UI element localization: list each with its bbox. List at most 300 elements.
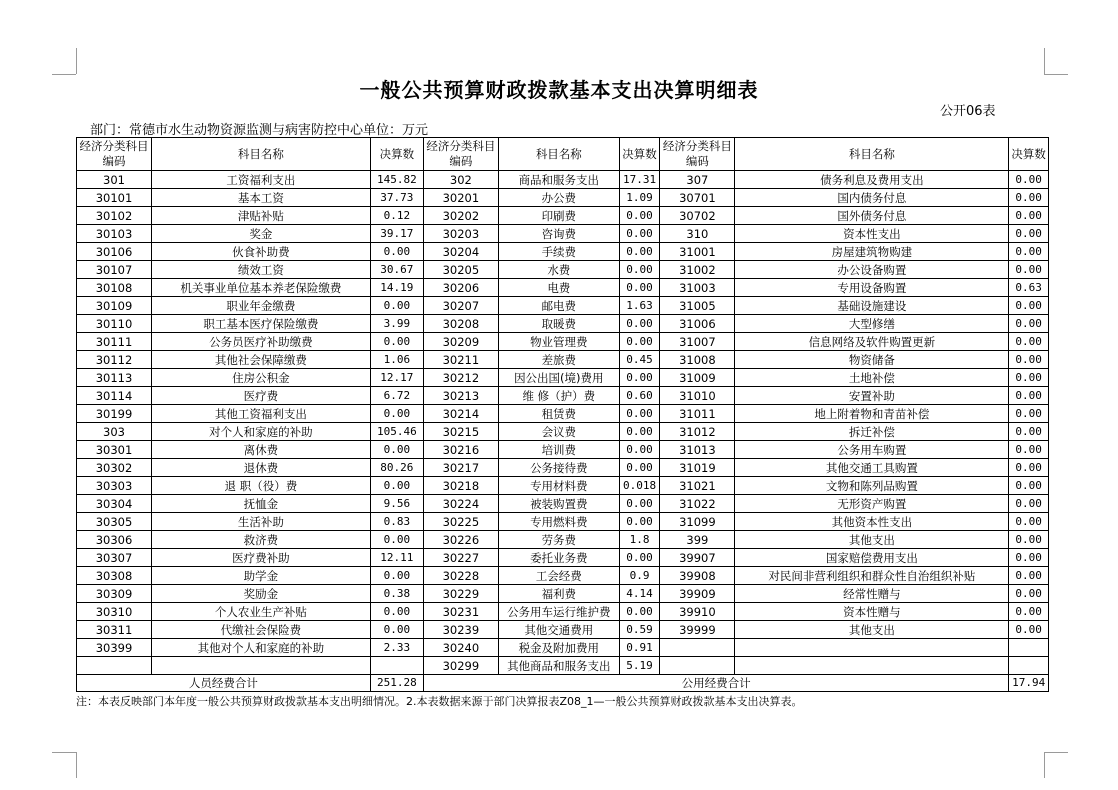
cell-code-1: 30112 bbox=[77, 351, 152, 369]
cell-code-1 bbox=[77, 657, 152, 675]
cell-name-1: 助学金 bbox=[152, 567, 371, 585]
cell-amount-1: 0.00 bbox=[370, 603, 423, 621]
cell-code-3: 31011 bbox=[660, 405, 735, 423]
cell-amount-1: 9.56 bbox=[370, 495, 423, 513]
cell-name-1: 伙食补助费 bbox=[152, 243, 371, 261]
cell-amount-1: 0.00 bbox=[370, 243, 423, 261]
cell-name-1: 代缴社会保险费 bbox=[152, 621, 371, 639]
cell-name-2: 劳务费 bbox=[498, 531, 619, 549]
cell-name-2: 咨询费 bbox=[498, 225, 619, 243]
cell-amount-1: 0.00 bbox=[370, 567, 423, 585]
cell-code-3: 39999 bbox=[660, 621, 735, 639]
personnel-total-value: 251.28 bbox=[370, 675, 423, 692]
cell-code-1: 30307 bbox=[77, 549, 152, 567]
cell-code-3: 31013 bbox=[660, 441, 735, 459]
cell-code-3: 31007 bbox=[660, 333, 735, 351]
crop-mark-bl-h bbox=[52, 752, 76, 753]
cell-amount-3: 0.00 bbox=[1009, 351, 1049, 369]
cell-code-1: 30114 bbox=[77, 387, 152, 405]
cell-code-1: 30399 bbox=[77, 639, 152, 657]
cell-name-3: 国家赔偿费用支出 bbox=[735, 549, 1009, 567]
cell-amount-3: 0.00 bbox=[1009, 621, 1049, 639]
cell-amount-2: 1.63 bbox=[619, 297, 660, 315]
cell-amount-1: 0.00 bbox=[370, 477, 423, 495]
cell-amount-1: 0.00 bbox=[370, 531, 423, 549]
cell-amount-3: 0.00 bbox=[1009, 387, 1049, 405]
cell-code-3: 31003 bbox=[660, 279, 735, 297]
cell-amount-3 bbox=[1009, 639, 1049, 657]
cell-name-2: 手续费 bbox=[498, 243, 619, 261]
cell-amount-2: 0.00 bbox=[619, 333, 660, 351]
cell-name-2: 因公出国(境)费用 bbox=[498, 369, 619, 387]
cell-name-2: 办公费 bbox=[498, 189, 619, 207]
cell-amount-1: 145.82 bbox=[370, 171, 423, 189]
cell-amount-1: 37.73 bbox=[370, 189, 423, 207]
cell-name-2: 委托业务费 bbox=[498, 549, 619, 567]
cell-code-1: 30304 bbox=[77, 495, 152, 513]
cell-amount-1: 0.00 bbox=[370, 405, 423, 423]
cell-amount-1: 12.11 bbox=[370, 549, 423, 567]
cell-code-2: 30240 bbox=[423, 639, 498, 657]
header-amount-2: 决算数 bbox=[619, 138, 660, 171]
cell-amount-1: 3.99 bbox=[370, 315, 423, 333]
cell-name-3: 信息网络及软件购置更新 bbox=[735, 333, 1009, 351]
cell-amount-1 bbox=[370, 657, 423, 675]
cell-code-1: 30109 bbox=[77, 297, 152, 315]
table-row bbox=[77, 225, 1049, 243]
cell-code-1: 30106 bbox=[77, 243, 152, 261]
cell-amount-1: 105.46 bbox=[370, 423, 423, 441]
cell-code-3: 399 bbox=[660, 531, 735, 549]
table-row bbox=[77, 423, 1049, 441]
personnel-total-label: 人员经费合计 bbox=[77, 675, 371, 692]
cell-code-2: 30218 bbox=[423, 477, 498, 495]
table-row bbox=[77, 369, 1049, 387]
cell-code-2: 30212 bbox=[423, 369, 498, 387]
cell-name-1: 津贴补贴 bbox=[152, 207, 371, 225]
cell-name-1: 奖金 bbox=[152, 225, 371, 243]
cell-name-3 bbox=[735, 639, 1009, 657]
cell-name-2: 培训费 bbox=[498, 441, 619, 459]
cell-name-1: 抚恤金 bbox=[152, 495, 371, 513]
cell-name-2: 商品和服务支出 bbox=[498, 171, 619, 189]
cell-name-1: 住房公积金 bbox=[152, 369, 371, 387]
table-row bbox=[77, 549, 1049, 567]
cell-amount-3: 0.63 bbox=[1009, 279, 1049, 297]
cell-code-1: 30107 bbox=[77, 261, 152, 279]
table-row bbox=[77, 513, 1049, 531]
cell-code-1: 30309 bbox=[77, 585, 152, 603]
table-row bbox=[77, 603, 1049, 621]
table-row bbox=[77, 585, 1049, 603]
cell-name-3: 国内债务付息 bbox=[735, 189, 1009, 207]
table-row bbox=[77, 207, 1049, 225]
cell-name-2: 工会经费 bbox=[498, 567, 619, 585]
table-row bbox=[77, 567, 1049, 585]
cell-name-3: 其他资本性支出 bbox=[735, 513, 1009, 531]
cell-code-3 bbox=[660, 657, 735, 675]
cell-code-3: 39910 bbox=[660, 603, 735, 621]
cell-amount-1: 14.19 bbox=[370, 279, 423, 297]
cell-amount-2: 0.59 bbox=[619, 621, 660, 639]
cell-name-1: 对个人和家庭的补助 bbox=[152, 423, 371, 441]
cell-code-3: 39909 bbox=[660, 585, 735, 603]
cell-code-2: 30227 bbox=[423, 549, 498, 567]
cell-amount-3: 0.00 bbox=[1009, 513, 1049, 531]
cell-name-2: 取暖费 bbox=[498, 315, 619, 333]
cell-name-1: 工资福利支出 bbox=[152, 171, 371, 189]
cell-code-2: 30228 bbox=[423, 567, 498, 585]
cell-code-1: 30310 bbox=[77, 603, 152, 621]
crop-mark-br-h bbox=[1044, 752, 1068, 753]
cell-code-3: 31022 bbox=[660, 495, 735, 513]
cell-name-3: 债务利息及费用支出 bbox=[735, 171, 1009, 189]
cell-code-2: 30226 bbox=[423, 531, 498, 549]
department-line: 部门：常德市水生动物资源监测与病害防控中心单位：万元 bbox=[90, 123, 429, 138]
table-row bbox=[77, 477, 1049, 495]
header-code-3: 经济分类科目编码 bbox=[660, 138, 735, 171]
header-name-2: 科目名称 bbox=[498, 138, 619, 171]
footnote: 注：本表反映部门本年度一般公共预算财政拨款基本支出明细情况。2.本表数据来源于部门决算报表Z08_1—一般公共预算财政拨款基本支出决算表。 bbox=[76, 695, 803, 708]
cell-code-2: 30201 bbox=[423, 189, 498, 207]
cell-name-2: 物业管理费 bbox=[498, 333, 619, 351]
table-code: 公开06表 bbox=[940, 104, 996, 119]
cell-amount-2: 0.00 bbox=[619, 459, 660, 477]
cell-code-2: 30204 bbox=[423, 243, 498, 261]
cell-code-3: 39908 bbox=[660, 567, 735, 585]
cell-name-1: 救济费 bbox=[152, 531, 371, 549]
cell-code-3: 31009 bbox=[660, 369, 735, 387]
cell-code-2: 30224 bbox=[423, 495, 498, 513]
table-row bbox=[77, 261, 1049, 279]
table-row bbox=[77, 171, 1049, 189]
cell-amount-3: 0.00 bbox=[1009, 549, 1049, 567]
cell-amount-2: 0.00 bbox=[619, 315, 660, 333]
cell-amount-2: 5.19 bbox=[619, 657, 660, 675]
table-row bbox=[77, 531, 1049, 549]
cell-name-2: 维 修（护）费 bbox=[498, 387, 619, 405]
cell-code-3 bbox=[660, 639, 735, 657]
cell-name-2: 印刷费 bbox=[498, 207, 619, 225]
header-code-2: 经济分类科目编码 bbox=[423, 138, 498, 171]
cell-code-1: 301 bbox=[77, 171, 152, 189]
cell-name-1: 职工基本医疗保险缴费 bbox=[152, 315, 371, 333]
cell-amount-3: 0.00 bbox=[1009, 297, 1049, 315]
cell-code-1: 30102 bbox=[77, 207, 152, 225]
table-row bbox=[77, 333, 1049, 351]
cell-amount-2: 0.00 bbox=[619, 369, 660, 387]
crop-mark-tr-v bbox=[1044, 48, 1045, 74]
cell-code-1: 30302 bbox=[77, 459, 152, 477]
cell-code-2: 30215 bbox=[423, 423, 498, 441]
cell-code-3: 31001 bbox=[660, 243, 735, 261]
cell-code-1: 30110 bbox=[77, 315, 152, 333]
cell-amount-2: 0.45 bbox=[619, 351, 660, 369]
cell-name-2: 税金及附加费用 bbox=[498, 639, 619, 657]
cell-code-2: 30217 bbox=[423, 459, 498, 477]
crop-mark-tl-v bbox=[76, 48, 77, 74]
cell-amount-3: 0.00 bbox=[1009, 171, 1049, 189]
cell-code-3: 31021 bbox=[660, 477, 735, 495]
cell-name-3: 地上附着物和青苗补偿 bbox=[735, 405, 1009, 423]
header-amount-1: 决算数 bbox=[370, 138, 423, 171]
cell-code-2: 30225 bbox=[423, 513, 498, 531]
page-title: 一般公共预算财政拨款基本支出决算明细表 bbox=[359, 78, 759, 102]
cell-code-3: 31099 bbox=[660, 513, 735, 531]
cell-name-1: 医疗费 bbox=[152, 387, 371, 405]
cell-name-2: 其他商品和服务支出 bbox=[498, 657, 619, 675]
cell-amount-2: 0.91 bbox=[619, 639, 660, 657]
cell-code-2: 30205 bbox=[423, 261, 498, 279]
cell-amount-3: 0.00 bbox=[1009, 369, 1049, 387]
cell-amount-3: 0.00 bbox=[1009, 189, 1049, 207]
cell-amount-3: 0.00 bbox=[1009, 441, 1049, 459]
cell-amount-1: 1.06 bbox=[370, 351, 423, 369]
cell-name-2: 邮电费 bbox=[498, 297, 619, 315]
cell-name-3: 物资储备 bbox=[735, 351, 1009, 369]
table-row bbox=[77, 279, 1049, 297]
cell-name-3: 办公设备购置 bbox=[735, 261, 1009, 279]
public-total-value: 17.94 bbox=[1009, 675, 1049, 692]
crop-mark-bl-v bbox=[76, 752, 77, 778]
cell-amount-3: 0.00 bbox=[1009, 495, 1049, 513]
cell-name-2: 差旅费 bbox=[498, 351, 619, 369]
cell-name-2: 公务用车运行维护费 bbox=[498, 603, 619, 621]
table-row bbox=[77, 351, 1049, 369]
cell-name-1: 生活补助 bbox=[152, 513, 371, 531]
cell-code-1: 30199 bbox=[77, 405, 152, 423]
cell-name-3: 基础设施建设 bbox=[735, 297, 1009, 315]
cell-code-3: 30702 bbox=[660, 207, 735, 225]
table-row bbox=[77, 621, 1049, 639]
cell-name-3: 安置补助 bbox=[735, 387, 1009, 405]
cell-name-3: 其他支出 bbox=[735, 531, 1009, 549]
cell-amount-3: 0.00 bbox=[1009, 423, 1049, 441]
table-row bbox=[77, 315, 1049, 333]
cell-amount-2: 0.60 bbox=[619, 387, 660, 405]
cell-amount-1: 30.67 bbox=[370, 261, 423, 279]
cell-name-2: 专用材料费 bbox=[498, 477, 619, 495]
cell-amount-3: 0.00 bbox=[1009, 603, 1049, 621]
cell-code-3: 39907 bbox=[660, 549, 735, 567]
cell-code-1: 30111 bbox=[77, 333, 152, 351]
cell-code-3: 310 bbox=[660, 225, 735, 243]
cell-amount-2: 0.00 bbox=[619, 243, 660, 261]
cell-amount-2: 0.00 bbox=[619, 207, 660, 225]
cell-code-1: 30101 bbox=[77, 189, 152, 207]
table-row bbox=[77, 387, 1049, 405]
cell-name-2: 租赁费 bbox=[498, 405, 619, 423]
cell-name-2: 公务接待费 bbox=[498, 459, 619, 477]
cell-name-3: 资本性赠与 bbox=[735, 603, 1009, 621]
cell-code-2: 30214 bbox=[423, 405, 498, 423]
cell-amount-1: 0.00 bbox=[370, 297, 423, 315]
cell-name-3: 文物和陈列品购置 bbox=[735, 477, 1009, 495]
cell-code-3: 31012 bbox=[660, 423, 735, 441]
cell-name-1: 其他工资福利支出 bbox=[152, 405, 371, 423]
table-header-row bbox=[77, 138, 1049, 171]
cell-amount-2: 0.00 bbox=[619, 549, 660, 567]
cell-code-2: 30211 bbox=[423, 351, 498, 369]
cell-code-3: 31006 bbox=[660, 315, 735, 333]
cell-code-3: 307 bbox=[660, 171, 735, 189]
table-row bbox=[77, 243, 1049, 261]
cell-code-1: 30108 bbox=[77, 279, 152, 297]
cell-code-3: 30701 bbox=[660, 189, 735, 207]
table-row bbox=[77, 189, 1049, 207]
cell-code-1: 303 bbox=[77, 423, 152, 441]
cell-name-3: 经常性赠与 bbox=[735, 585, 1009, 603]
cell-amount-3: 0.00 bbox=[1009, 207, 1049, 225]
cell-name-2: 福利费 bbox=[498, 585, 619, 603]
cell-amount-2: 17.31 bbox=[619, 171, 660, 189]
cell-name-3: 专用设备购置 bbox=[735, 279, 1009, 297]
cell-amount-1: 80.26 bbox=[370, 459, 423, 477]
table-row bbox=[77, 405, 1049, 423]
cell-amount-3: 0.00 bbox=[1009, 531, 1049, 549]
cell-name-3: 资本性支出 bbox=[735, 225, 1009, 243]
cell-name-1: 绩效工资 bbox=[152, 261, 371, 279]
cell-code-1: 30301 bbox=[77, 441, 152, 459]
cell-name-2: 专用燃料费 bbox=[498, 513, 619, 531]
cell-code-3: 31010 bbox=[660, 387, 735, 405]
cell-amount-1: 0.83 bbox=[370, 513, 423, 531]
cell-name-2: 其他交通费用 bbox=[498, 621, 619, 639]
cell-name-1: 离休费 bbox=[152, 441, 371, 459]
cell-code-2: 30206 bbox=[423, 279, 498, 297]
cell-name-2: 水费 bbox=[498, 261, 619, 279]
cell-amount-1: 2.33 bbox=[370, 639, 423, 657]
cell-code-1: 30311 bbox=[77, 621, 152, 639]
cell-code-2: 30202 bbox=[423, 207, 498, 225]
cell-name-2: 电费 bbox=[498, 279, 619, 297]
cell-code-1: 30306 bbox=[77, 531, 152, 549]
header-name-3: 科目名称 bbox=[735, 138, 1009, 171]
cell-code-3: 31008 bbox=[660, 351, 735, 369]
cell-name-3: 大型修缮 bbox=[735, 315, 1009, 333]
cell-amount-2: 0.9 bbox=[619, 567, 660, 585]
cell-amount-2: 0.00 bbox=[619, 405, 660, 423]
cell-code-1: 30308 bbox=[77, 567, 152, 585]
cell-amount-2: 0.00 bbox=[619, 441, 660, 459]
cell-amount-2: 0.00 bbox=[619, 225, 660, 243]
table-row bbox=[77, 441, 1049, 459]
cell-name-1: 奖励金 bbox=[152, 585, 371, 603]
public-total-label: 公用经费合计 bbox=[423, 675, 1008, 692]
cell-amount-3: 0.00 bbox=[1009, 405, 1049, 423]
header-name-1: 科目名称 bbox=[152, 138, 371, 171]
cell-amount-2: 1.8 bbox=[619, 531, 660, 549]
cell-code-2: 30207 bbox=[423, 297, 498, 315]
table-row bbox=[77, 459, 1049, 477]
cell-code-2: 30208 bbox=[423, 315, 498, 333]
cell-amount-1: 12.17 bbox=[370, 369, 423, 387]
cell-amount-3: 0.00 bbox=[1009, 243, 1049, 261]
cell-amount-2: 0.00 bbox=[619, 423, 660, 441]
cell-code-2: 302 bbox=[423, 171, 498, 189]
cell-name-1: 医疗费补助 bbox=[152, 549, 371, 567]
cell-code-1: 30305 bbox=[77, 513, 152, 531]
cell-code-2: 30203 bbox=[423, 225, 498, 243]
cell-name-3: 公务用车购置 bbox=[735, 441, 1009, 459]
cell-amount-2: 1.09 bbox=[619, 189, 660, 207]
cell-code-1: 30103 bbox=[77, 225, 152, 243]
cell-amount-1: 0.12 bbox=[370, 207, 423, 225]
cell-name-3: 房屋建筑物购建 bbox=[735, 243, 1009, 261]
cell-code-2: 30216 bbox=[423, 441, 498, 459]
cell-name-2: 被装购置费 bbox=[498, 495, 619, 513]
cell-amount-3: 0.00 bbox=[1009, 459, 1049, 477]
cell-name-1: 机关事业单位基本养老保险缴费 bbox=[152, 279, 371, 297]
table-row bbox=[77, 495, 1049, 513]
cell-code-2: 30299 bbox=[423, 657, 498, 675]
cell-amount-3: 0.00 bbox=[1009, 477, 1049, 495]
cell-amount-3: 0.00 bbox=[1009, 567, 1049, 585]
cell-name-1 bbox=[152, 657, 371, 675]
cell-name-1: 公务员医疗补助缴费 bbox=[152, 333, 371, 351]
cell-name-3: 其他支出 bbox=[735, 621, 1009, 639]
cell-amount-3: 0.00 bbox=[1009, 315, 1049, 333]
cell-name-1: 职业年金缴费 bbox=[152, 297, 371, 315]
cell-amount-2: 0.00 bbox=[619, 495, 660, 513]
table-row bbox=[77, 657, 1049, 675]
cell-code-1: 30303 bbox=[77, 477, 152, 495]
cell-code-2: 30209 bbox=[423, 333, 498, 351]
cell-amount-2: 0.00 bbox=[619, 279, 660, 297]
cell-amount-2: 4.14 bbox=[619, 585, 660, 603]
cell-code-1: 30113 bbox=[77, 369, 152, 387]
cell-code-3: 31002 bbox=[660, 261, 735, 279]
table-body bbox=[77, 171, 1049, 675]
cell-name-2: 会议费 bbox=[498, 423, 619, 441]
expenditure-table bbox=[76, 137, 1049, 692]
cell-amount-3: 0.00 bbox=[1009, 585, 1049, 603]
cell-amount-3: 0.00 bbox=[1009, 333, 1049, 351]
cell-name-1: 基本工资 bbox=[152, 189, 371, 207]
table-row bbox=[77, 297, 1049, 315]
cell-name-3: 拆迁补偿 bbox=[735, 423, 1009, 441]
cell-amount-1: 0.00 bbox=[370, 441, 423, 459]
cell-amount-2: 0.00 bbox=[619, 261, 660, 279]
cell-code-2: 30213 bbox=[423, 387, 498, 405]
cell-name-3: 无形资产购置 bbox=[735, 495, 1009, 513]
cell-amount-1: 0.00 bbox=[370, 621, 423, 639]
cell-code-2: 30239 bbox=[423, 621, 498, 639]
cell-name-1: 个人农业生产补贴 bbox=[152, 603, 371, 621]
header-amount-3: 决算数 bbox=[1009, 138, 1049, 171]
cell-amount-2: 0.00 bbox=[619, 603, 660, 621]
cell-amount-3: 0.00 bbox=[1009, 225, 1049, 243]
cell-name-3: 其他交通工具购置 bbox=[735, 459, 1009, 477]
cell-amount-3: 0.00 bbox=[1009, 261, 1049, 279]
cell-amount-3 bbox=[1009, 657, 1049, 675]
cell-code-3: 31019 bbox=[660, 459, 735, 477]
header-code-1: 经济分类科目编码 bbox=[77, 138, 152, 171]
cell-name-3 bbox=[735, 657, 1009, 675]
cell-name-1: 退 职（役）费 bbox=[152, 477, 371, 495]
cell-code-2: 30229 bbox=[423, 585, 498, 603]
crop-mark-br-v bbox=[1044, 752, 1045, 778]
cell-name-1: 退休费 bbox=[152, 459, 371, 477]
table-row bbox=[77, 639, 1049, 657]
cell-amount-1: 39.17 bbox=[370, 225, 423, 243]
cell-amount-1: 0.00 bbox=[370, 333, 423, 351]
cell-amount-2: 0.018 bbox=[619, 477, 660, 495]
cell-name-3: 国外债务付息 bbox=[735, 207, 1009, 225]
cell-name-1: 其他社会保障缴费 bbox=[152, 351, 371, 369]
cell-code-3: 31005 bbox=[660, 297, 735, 315]
cell-name-3: 对民间非营利组织和群众性自治组织补贴 bbox=[735, 567, 1009, 585]
